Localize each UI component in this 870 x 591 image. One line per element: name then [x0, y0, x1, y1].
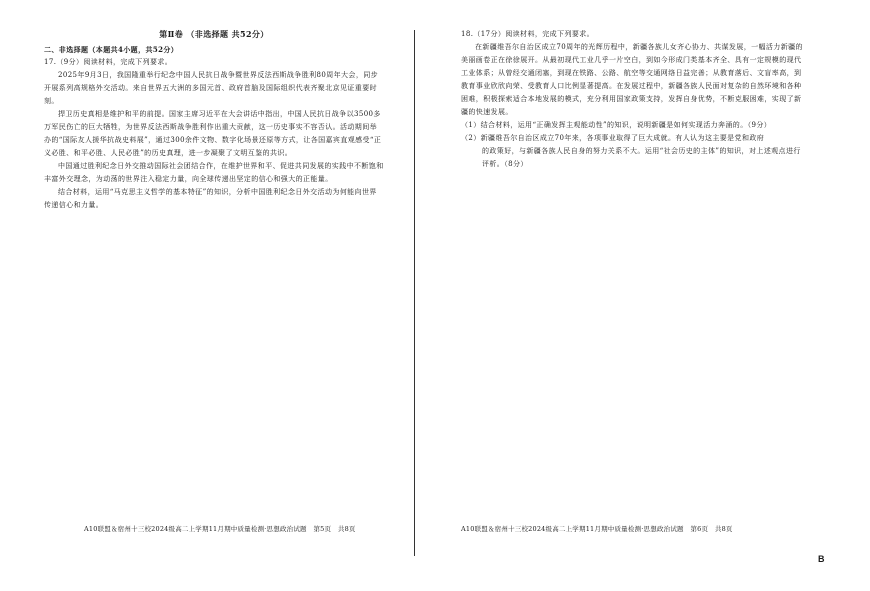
q17-header: 17.（9分）阅读材料，完成下列要求。 — [44, 58, 173, 66]
corner-mark: B — [818, 554, 825, 564]
q18-subquestion-2-line-1: （2）新疆维吾尔自治区成立70年来，各项事业取得了巨大成就。有人认为这主要是党和政府 — [461, 134, 765, 142]
volume-title: 第Ⅱ卷 （非选择题 共52分） — [159, 29, 269, 39]
q17-paragraph-2: 捍卫历史真相是维护和平的前提。国家主席习近平在大会讲话中指出，中国人民抗日战争以3500多万军民伤亡的巨大牺牲，为世界反法西斯战争胜利作出重大贡献，这一历史事实不容否认。活动期间举办的“国际友人援华抗战史料展”，通过300余件文物、数字化场景还原等方式，让各国嘉宾直观感受“正义必胜、和平必胜、人民必胜”的历史真理，进一步凝聚了文明互鉴的共识。 — [44, 110, 382, 157]
q18-subquestion-1: （1）结合材料，运用“正确发挥主观能动性”的知识，说明新疆是如何实现活力奔涌的。（9分） — [461, 121, 772, 129]
left-column — [44, 28, 384, 212]
q18-paragraph-1: 在新疆维吾尔自治区成立70周年的光辉历程中，新疆各族儿女齐心协力、共谋发展，一幅活力新疆的美丽画卷正在徐徐展开。从最初现代工业几乎一片空白，到如今形成门类基本齐全、具有一定规模的现代工业体系；从曾经交通闭塞，到现在铁路、公路、航空等交通网络日益完善；从教育落后、文盲率高，到教育事业欣欣向荣、受教育人口比例显著提高。在发展过程中，新疆各族人民面对复杂的自然环境和各种困难，积极探索适合本地发展的模式，充分利用国家政策支持，发挥自身优势，不断克服困难，实现了新疆的快速发展。 — [461, 43, 803, 116]
page-divider — [414, 30, 415, 556]
left-footer: A10联盟＆宿州十三校2024级高二上学期11月期中质量检测·思想政治试题 第5页 共8页 — [84, 525, 356, 533]
q17-paragraph-1: 2025年9月3日，我国隆重举行纪念中国人民抗日战争暨世界反法西斯战争胜利80周年大会，同步开展系列高规格外交活动。来自世界五大洲的多国元首、政府首脑及国际组织代表齐聚北京见证重要时刻。 — [44, 71, 379, 105]
q18-header: 18.（17分）阅读材料，完成下列要求。 — [461, 30, 595, 38]
right-footer: A10联盟＆宿州十三校2024级高二上学期11月期中质量检测·思想政治试题 第6页 共8页 — [461, 525, 733, 533]
q18-subquestion-2-line-2: 的政策好，与新疆各族人民自身的努力关系不大。运用“社会历史的主体”的知识，对上述观点进行评析。（8分） — [482, 147, 801, 168]
right-page — [435, 0, 870, 591]
q17-question: 结合材料，运用“马克思主义哲学的基本特征”的知识，分析中国胜利纪念日外交活动为何能向世界传递信心和力量。 — [44, 188, 377, 209]
right-column — [461, 28, 805, 171]
section-title: 二、非选择题（本题共4小题，共52分） — [44, 45, 179, 54]
q17-paragraph-3: 中国通过胜利纪念日外交推动国际社会团结合作，在维护世界和平、促进共同发展的实践中不断饱和丰富外交理念，为动荡的世界注入稳定力量，向全球传递出坚定的信心和强大的正能量。 — [44, 162, 384, 183]
